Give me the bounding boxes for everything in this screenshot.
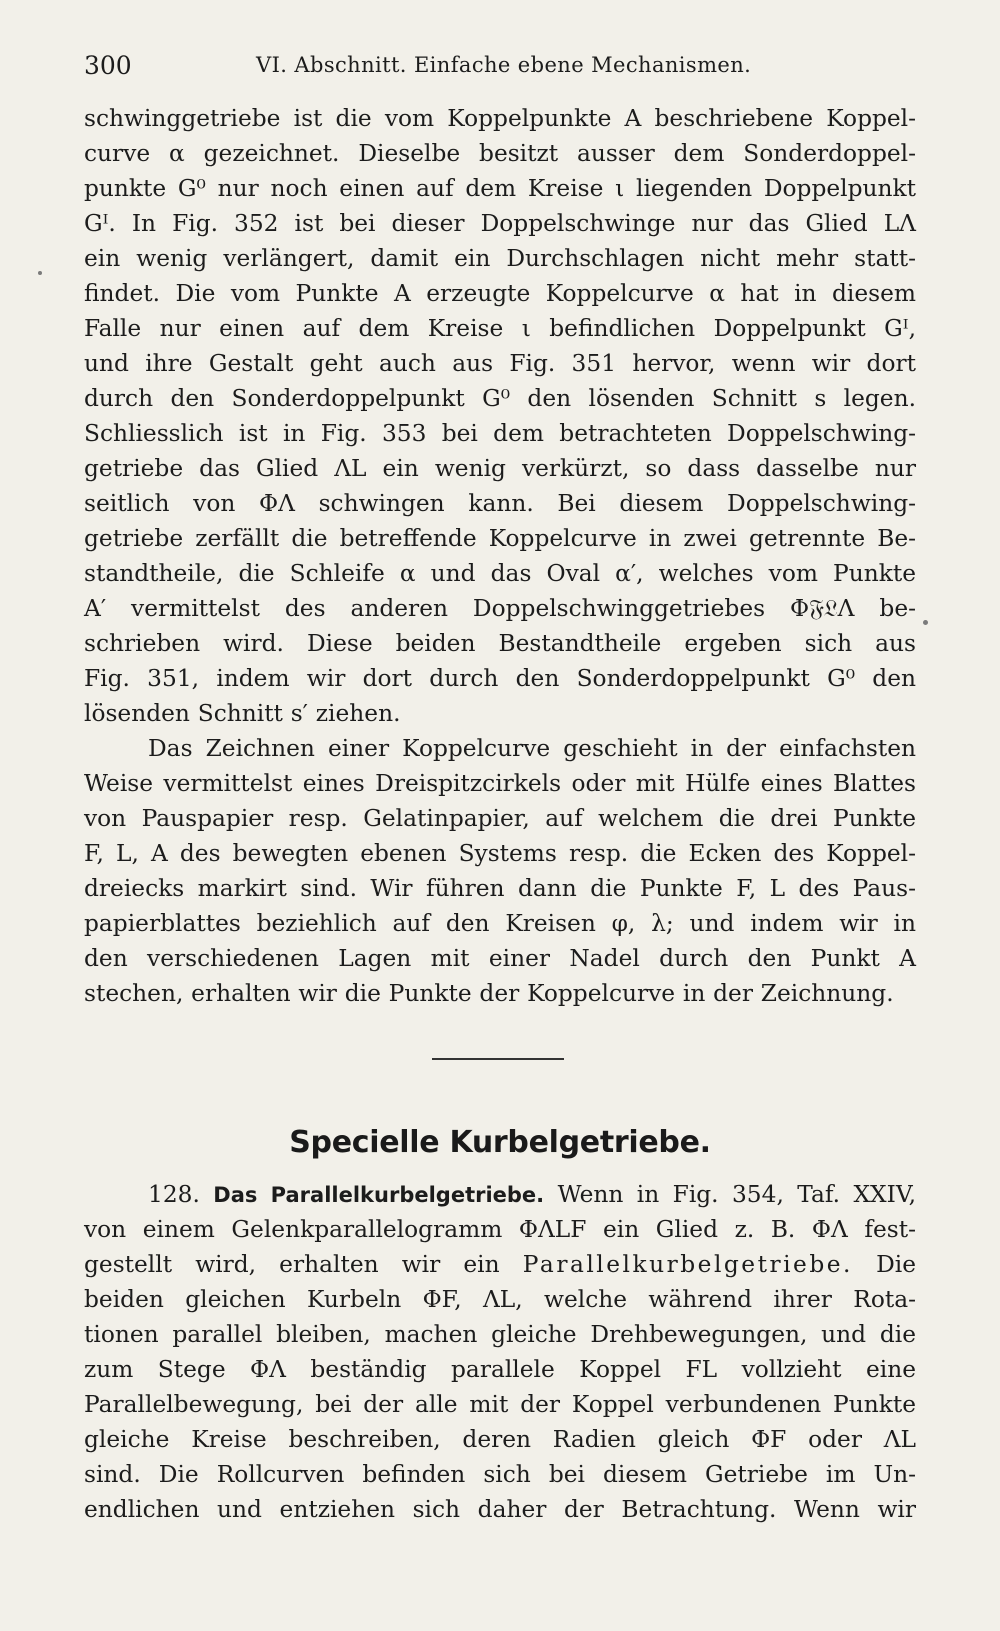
text-line: den verschiedenen Lagen mit einer Nadel durch den Punkt A [84, 945, 916, 972]
text-line: Fig. 351, indem wir dort durch den Sonderdoppelpunkt G⁰ den [84, 665, 916, 692]
text-line: punkte G⁰ nur noch einen auf dem Kreise ι liegenden Doppelpunkt [84, 175, 916, 202]
text-line: dreiecks markirt sind. Wir führen dann die Punkte F, L des Paus- [84, 875, 916, 902]
text-line: standtheile, die Schleife α und das Oval α′, welches vom Punkte [84, 560, 916, 587]
text-line: von einem Gelenkparallelogramm ΦΛLF ein Glied z. B. ΦΛ fest- [84, 1216, 916, 1243]
scan-speck [38, 271, 42, 275]
text-span: Wenn in Fig. 354, Taf. XXIV, [557, 1181, 916, 1208]
text-line: von Pauspapier resp. Gelatinpapier, auf welchem die drei Punkte [84, 805, 916, 832]
text-line: Falle nur einen auf dem Kreise ι befindlichen Doppelpunkt Gᴵ, [84, 315, 916, 342]
text-span: Die [876, 1251, 916, 1278]
text-line [84, 1248, 916, 1282]
text-line: schrieben wird. Diese beiden Bestandtheile ergeben sich aus [84, 630, 916, 657]
text-line: schwinggetriebe ist die vom Koppelpunkte A beschriebene Koppel- [84, 105, 916, 132]
page-number: 300 [84, 51, 132, 80]
text-line: F, L, A des bewegten ebenen Systems resp. die Ecken des Koppel- [84, 840, 916, 867]
text-line: ein wenig verlängert, damit ein Durchschlagen nicht mehr statt- [84, 245, 916, 272]
section-divider [432, 1058, 564, 1060]
text-line: curve α gezeichnet. Dieselbe besitzt ausser dem Sonderdoppel- [84, 140, 916, 167]
text-line: seitlich von ΦΛ schwingen kann. Bei diesem Doppelschwing- [84, 490, 916, 517]
section-number: 128. [148, 1181, 200, 1208]
spaced-term: Parallelkurbelgetriebe. [522, 1251, 853, 1278]
scan-speck [923, 620, 928, 625]
text-line: gleiche Kreise beschreiben, deren Radien gleich ΦF oder ΛL [84, 1426, 916, 1453]
section-128-first-line [148, 1178, 916, 1212]
text-line: Parallelbewegung, bei der alle mit der Koppel verbundenen Punkte [84, 1391, 916, 1418]
section-heading: Das Parallelkurbelgetriebe. [213, 1183, 545, 1207]
text-line: Gᴵ. In Fig. 352 ist bei dieser Doppelschwinge nur das Glied LΛ [84, 210, 916, 237]
text-line: A′ vermittelst des anderen Doppelschwinggetriebes Φ𝔉𝔏Λ be- [84, 595, 916, 622]
section-title: Specielle Kurbelgetriebe. [289, 1125, 711, 1160]
text-line: findet. Die vom Punkte A erzeugte Koppelcurve α hat in diesem [84, 280, 916, 307]
text-line: papierblattes beziehlich auf den Kreisen φ, λ; und indem wir in [84, 910, 916, 937]
running-head: VI. Abschnitt. Einfache ebene Mechanismen. [256, 53, 752, 77]
text-line: sind. Die Rollcurven befinden sich bei diesem Getriebe im Un- [84, 1461, 916, 1488]
text-line: getriebe zerfällt die betreffende Koppelcurve in zwei getrennte Be- [84, 525, 916, 552]
text-line: getriebe das Glied ΛL ein wenig verkürzt, so dass dasselbe nur [84, 455, 916, 482]
text-line: zum Stege ΦΛ beständig parallele Koppel FL vollzieht eine [84, 1356, 916, 1383]
text-line: Weise vermittelst eines Dreispitzcirkels oder mit Hülfe eines Blattes [84, 770, 916, 797]
text-span: gestellt wird, erhalten wir ein [84, 1251, 500, 1278]
text-line: stechen, erhalten wir die Punkte der Koppelcurve in der Zeichnung. [84, 980, 894, 1007]
page-header [84, 45, 904, 85]
text-line: durch den Sonderdoppelpunkt G⁰ den lösenden Schnitt s legen. [84, 385, 916, 412]
text-line: Schliesslich ist in Fig. 353 bei dem betrachteten Doppelschwing- [84, 420, 916, 447]
text-line: tionen parallel bleiben, machen gleiche Drehbewegungen, und die [84, 1321, 916, 1348]
text-line: beiden gleichen Kurbeln ΦF, ΛL, welche während ihrer Rota- [84, 1286, 916, 1313]
text-line: und ihre Gestalt geht auch aus Fig. 351 hervor, wenn wir dort [84, 350, 916, 377]
text-line: endlichen und entziehen sich daher der Betrachtung. Wenn wir [84, 1496, 916, 1523]
text-line: lösenden Schnitt s′ ziehen. [84, 700, 401, 727]
text-line: Das Zeichnen einer Koppelcurve geschieht in der einfachsten [148, 735, 916, 762]
